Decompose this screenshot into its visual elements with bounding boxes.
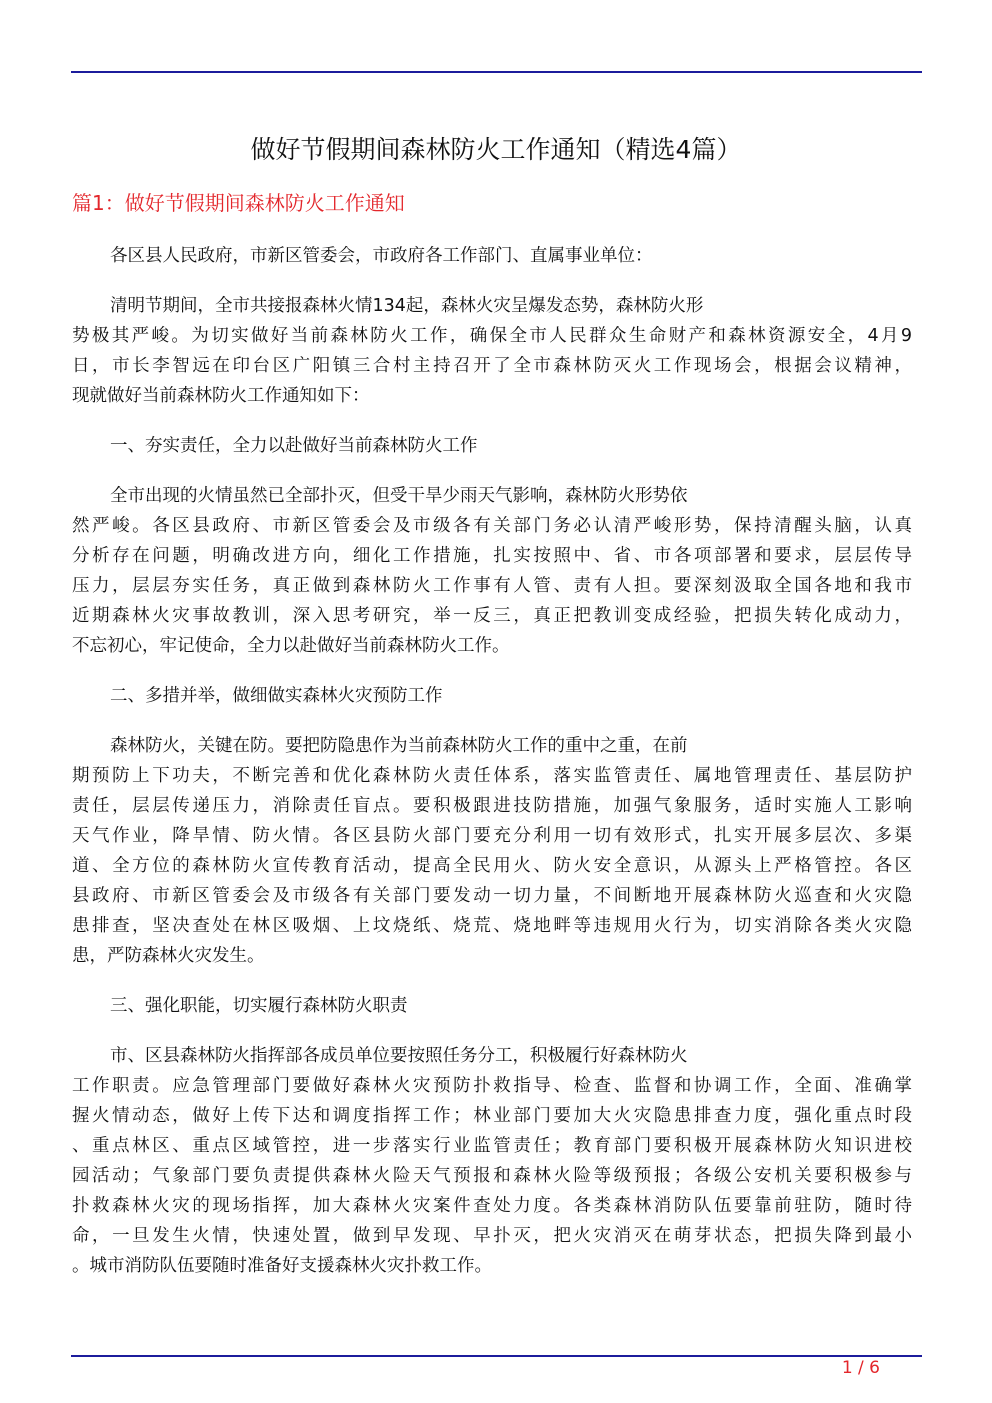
paragraph-line: 然严峻。各区县政府、市新区管委会及市级各有关部门务必认清严峻形势，保持清醒头脑，认真 <box>72 516 912 536</box>
paragraph-line: 县政府、市新区管委会及市级各有关部门要发动一切力量，不间断地开展森林防火巡查和火灾隐 <box>72 886 912 906</box>
paragraph-line: 扑救森林火灾的现场指挥，加大森林火灾案件查处力度。各类森林消防队伍要靠前驻防，随时待 <box>72 1196 912 1216</box>
paragraph-line: 现就做好当前森林防火工作通知如下： <box>72 386 370 406</box>
paragraph-line: 全市出现的火情虽然已全部扑灭，但受干旱少雨天气影响，森林防火形势依 <box>110 486 688 506</box>
page-number: 1 / 6 <box>841 1358 880 1378</box>
footer-rule <box>71 1355 922 1357</box>
paragraph-line: 患排查，坚决查处在林区吸烟、上坟烧纸、烧荒、烧地畔等违规用火行为，切实消除各类火灾隐 <box>72 916 912 936</box>
paragraph-line: 市、区县森林防火指挥部各成员单位要按照任务分工，积极履行好森林防火 <box>110 1046 688 1066</box>
paragraph-line: 命，一旦发生火情，快速处置，做到早发现、早扑灭，把火灾消灭在萌芽状态，把损失降到最小 <box>72 1226 912 1246</box>
paragraph-line: 清明节期间，全市共接报森林火情134起，森林火灾呈爆发态势，森林防火形 <box>110 296 704 316</box>
document-body <box>72 241 912 1301</box>
paragraph-line: 森林防火，关键在防。要把防隐患作为当前森林防火工作的重中之重，在前 <box>110 736 688 756</box>
document-title: 做好节假期间森林防火工作通知（精选4篇） <box>250 135 742 164</box>
paragraph-line: 道、全方位的森林防火宣传教育活动，提高全民用火、防火安全意识，从源头上严格管控。各区 <box>72 856 912 876</box>
paragraph <box>72 731 912 971</box>
paragraph-line: 分析存在问题，明确改进方向，细化工作措施，扎实按照中、省、市各项部署和要求，层层传导 <box>72 546 912 566</box>
paragraph-line: 压力，层层夯实任务，真正做到森林防火工作事有人管、责有人担。要深刻汲取全国各地和我市 <box>72 576 912 596</box>
paragraph-line: 工作职责。应急管理部门要做好森林火灾预防扑救指导、检查、监督和协调工作，全面、准确掌 <box>72 1076 912 1096</box>
paragraph-line: 天气作业，降旱情、防火情。各区县防火部门要充分利用一切有效形式，扎实开展多层次、多渠 <box>72 826 912 846</box>
paragraph-line: 不忘初心，牢记使命，全力以赴做好当前森林防火工作。 <box>72 636 510 656</box>
paragraph <box>72 481 912 661</box>
paragraph-line: 近期森林火灾事故教训，深入思考研究，举一反三，真正把教训变成经验，把损失转化成动力， <box>72 606 912 626</box>
paragraph-line: 园活动；气象部门要负责提供森林火险天气预报和森林火险等级预报；各级公安机关要积极参与 <box>72 1166 912 1186</box>
paragraph-line: 日，市长李智远在印台区广阳镇三合村主持召开了全市森林防灭火工作现场会，根据会议精神， <box>72 356 912 376</box>
paragraph-line: 患，严防森林火灾发生。 <box>72 946 265 966</box>
section-title: 二、多措并举，做细做实森林火灾预防工作 <box>110 686 443 706</box>
paragraph-line: 、重点林区、重点区域管控，进一步落实行业监管责任；教育部门要积极开展森林防火知识进校 <box>72 1136 912 1156</box>
paragraph <box>72 291 912 411</box>
section-title: 一、夯实责任，全力以赴做好当前森林防火工作 <box>110 436 478 456</box>
section-heading: 篇1：做好节假期间森林防火工作通知 <box>72 191 405 215</box>
paragraph-line: 握火情动态，做好上传下达和调度指挥工作；林业部门要加大火灾隐患排查力度，强化重点时段 <box>72 1106 912 1126</box>
paragraph-line: 。城市消防队伍要随时准备好支援森林火灾扑救工作。 <box>72 1256 492 1276</box>
header-rule <box>71 71 922 73</box>
paragraph <box>72 1041 912 1281</box>
paragraph-line: 势极其严峻。为切实做好当前森林防火工作，确保全市人民群众生命财产和森林资源安全，4月9 <box>72 326 912 346</box>
paragraph-line: 责任，层层传递压力，消除责任盲点。要积极跟进技防措施，加强气象服务，适时实施人工影响 <box>72 796 912 816</box>
section-title: 三、强化职能，切实履行森林防火职责 <box>110 996 408 1016</box>
paragraph-line: 期预防上下功夫，不断完善和优化森林防火责任体系，落实监管责任、属地管理责任、基层防护 <box>72 766 912 786</box>
salutation: 各区县人民政府，市新区管委会，市政府各工作部门、直属事业单位： <box>110 246 653 266</box>
